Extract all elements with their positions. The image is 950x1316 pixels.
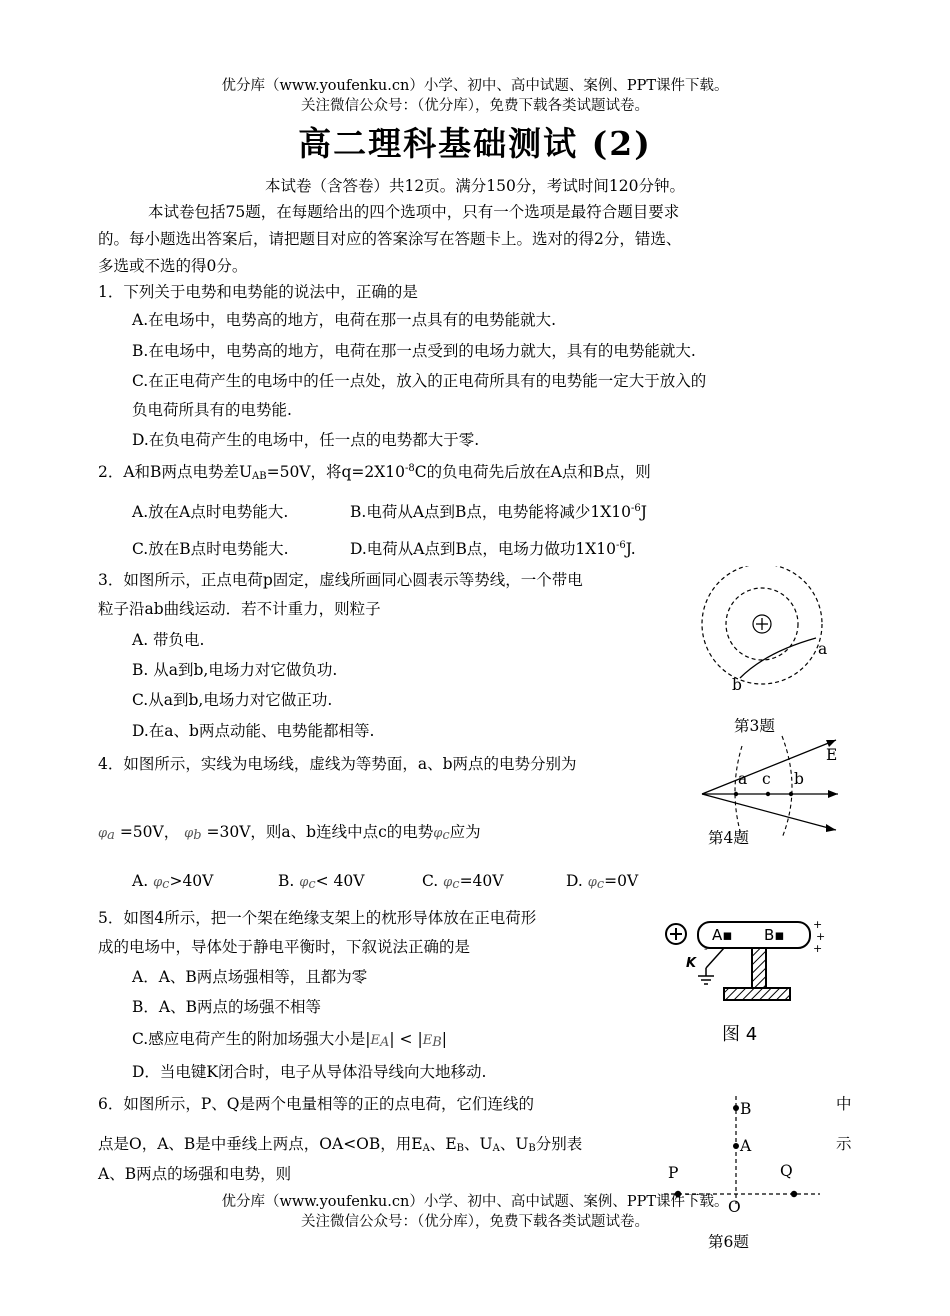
footer-line-1: 优分库（www.youfenku.cn）小学、初中、高中试题、案例、PPT课件下载。 bbox=[221, 1194, 729, 1210]
q4-stem-line2: $\varphi_a =50V$， $\varphi_b =30V$，则a、b连线中点c的电势$\varphi_c$应为 bbox=[98, 823, 481, 843]
figure-q5 bbox=[660, 912, 830, 1004]
subtitle: 本试卷（含答卷）共12页。满分150分，考试时间120分钟。 bbox=[265, 177, 685, 195]
stand-base bbox=[724, 988, 790, 1000]
figure-q4 bbox=[698, 732, 846, 838]
footer-line-2: 关注微信公众号：（优分库），免费下载各类试题试卷。 bbox=[301, 1214, 649, 1230]
q3-option-a: A. 带负电. bbox=[132, 631, 205, 649]
q2-option-a: A.放在A点时电势能大. bbox=[132, 503, 289, 521]
figure-q5-caption: 图 4 bbox=[722, 1024, 758, 1045]
q3-option-d: D.在a、b两点动能、电势能都相等. bbox=[132, 722, 375, 740]
q6-stem-line2: 点是O，A、B是中垂线上两点，OA<OB，用$E_A$、$E_B$、$U_A$、$U_B$分别表 bbox=[98, 1135, 583, 1154]
figure-q4-drawing bbox=[698, 732, 846, 838]
switch-k bbox=[706, 948, 724, 968]
insulating-stand bbox=[752, 948, 766, 988]
figure-q5-label-b: B▪ bbox=[764, 926, 785, 944]
figure-q6-caption: 第6题 bbox=[708, 1233, 749, 1251]
intro-line-3: 多选或不选的得0分。 bbox=[98, 257, 248, 275]
q5-stem-line1: 5．如图4所示，把一个架在绝缘支架上的枕形导体放在正电荷形 bbox=[98, 909, 537, 927]
q4-option-d: D. $\varphi_c=0V$ bbox=[566, 872, 639, 892]
q5-option-b: B．A、B两点的场强不相等 bbox=[132, 998, 321, 1016]
q3-option-b: B. 从a到b,电场力对它做负功. bbox=[132, 661, 338, 679]
point-a bbox=[733, 1143, 739, 1149]
q6-stem-line1: 6．如图所示，P、Q是两个电量相等的正的点电荷，它们连线的 bbox=[98, 1095, 535, 1113]
q2-option-c: C.放在B点时电势能大. bbox=[132, 540, 289, 558]
figure-q5-label-k: K bbox=[686, 956, 697, 971]
q3-stem-line1: 3．如图所示，正点电荷p固定，虚线所画同心圆表示等势线，一个带电 bbox=[98, 571, 583, 589]
q2-option-d: D.电荷从A点到B点，电场力做功$1X10^{-6}J$. bbox=[350, 540, 636, 558]
field-line-bottom bbox=[702, 794, 836, 830]
q4-option-c: C. $\varphi_c=40V$ bbox=[422, 872, 504, 892]
figure-q4-label-a: a bbox=[738, 770, 748, 788]
q1-option-d: D.在负电荷产生的电场中，任一点的电势都大于零. bbox=[132, 431, 480, 449]
q1-option-b: B.在电场中，电势高的地方，电荷在那一点受到的电场力就大，具有的电势能就大. bbox=[132, 342, 696, 360]
q4-option-b: B. $\varphi_c< 40V$ bbox=[278, 872, 365, 892]
q5-option-d: D．当电键K闭合时，电子从导体沿导线向大地移动. bbox=[132, 1063, 487, 1081]
figure-q4-label-e: E bbox=[826, 746, 838, 764]
q6-stem-line1-end: 中 bbox=[836, 1095, 852, 1113]
svg-text:+: + bbox=[813, 918, 823, 931]
figure-q4-label-c: c bbox=[762, 770, 771, 788]
header-line-2: 关注微信公众号：（优分库），免费下载各类试题试卷。 bbox=[301, 98, 649, 114]
figure-q3-drawing bbox=[696, 566, 836, 696]
q5-option-a: A．A、B两点场强相等，且都为零 bbox=[132, 968, 368, 986]
figure-q3 bbox=[696, 566, 836, 696]
q4-stem-line1: 4．如图所示，实线为电场线，虚线为等势面，a、b两点的电势分别为 bbox=[98, 755, 577, 773]
q2-option-b: B.电荷从A点到B点，电势能将减少$1X10^{-6}J$ bbox=[350, 503, 647, 521]
figure-q6-label-o: O bbox=[728, 1198, 741, 1216]
svg-text:+: + bbox=[813, 942, 823, 955]
page-title: 高二理科基础测试 (2) bbox=[298, 124, 652, 163]
trajectory-ab bbox=[740, 638, 816, 678]
q5-option-c: C.感应电荷产生的附加场强大小是$|E_A| < |E_B|$ bbox=[132, 1030, 447, 1050]
point-b bbox=[733, 1105, 739, 1111]
svg-text:-: - bbox=[704, 944, 708, 955]
q4-option-a: A. $\varphi_c>40V$ bbox=[132, 872, 214, 892]
svg-text:-: - bbox=[704, 918, 708, 929]
q6-stem-line3: A、B两点的场强和电势，则 bbox=[98, 1165, 292, 1183]
figure-q6-label-b: B bbox=[740, 1100, 752, 1118]
q3-stem-line2: 粒子沿ab曲线运动．若不计重力，则粒子 bbox=[98, 600, 381, 618]
figure-q3-label-a: a bbox=[818, 640, 828, 658]
figure-q3-caption: 第3题 bbox=[734, 717, 775, 735]
svg-text:+: + bbox=[816, 930, 826, 943]
q1-option-a: A.在电场中，电势高的地方，电荷在那一点具有的电势能就大. bbox=[132, 311, 557, 329]
figure-q3-label-b: b bbox=[732, 676, 742, 694]
intro-line-1: 本试卷包括75题，在每题给出的四个选项中，只有一个选项是最符合题目要求 bbox=[148, 203, 680, 221]
q5-stem-line2: 成的电场中，导体处于静电平衡时，下叙说法正确的是 bbox=[98, 938, 471, 956]
q3-option-c: C.从a到b,电场力对它做正功. bbox=[132, 691, 333, 709]
equipotential-b bbox=[782, 736, 792, 838]
intro-line-2: 的。每小题选出答案后，请把题目对应的答案涂写在答题卡上。选对的得2分，错选、 bbox=[98, 230, 682, 248]
q1-option-c-line2: 负电荷所具有的电势能. bbox=[132, 401, 292, 419]
q1-option-c-line1: C.在正电荷产生的电场中的任一点处，放入的正电荷所具有的电势能一定大于放入的 bbox=[132, 372, 707, 390]
q1-stem: 1．下列关于电势和电势能的说法中，正确的是 bbox=[98, 283, 418, 301]
header-line-1: 优分库（www.youfenku.cn）小学、初中、高中试题、案例、PPT课件下载。 bbox=[221, 78, 729, 94]
figure-q6-label-p: P bbox=[668, 1164, 679, 1182]
figure-q4-label-b: b bbox=[794, 770, 804, 788]
q2-stem: 2．A和B两点电势差$U_{AB}=50V$，将$q=2X10^{-8}C$的负电荷先后放在A点和B点，则 bbox=[98, 463, 651, 482]
figure-q5-label-a: A▪ bbox=[712, 926, 733, 944]
figure-q6-label-q: Q bbox=[780, 1162, 793, 1180]
figure-q4-caption: 第4题 bbox=[708, 829, 749, 847]
figure-q6-label-a: A bbox=[740, 1137, 752, 1155]
q6-stem-line2-end: 示 bbox=[836, 1135, 852, 1153]
